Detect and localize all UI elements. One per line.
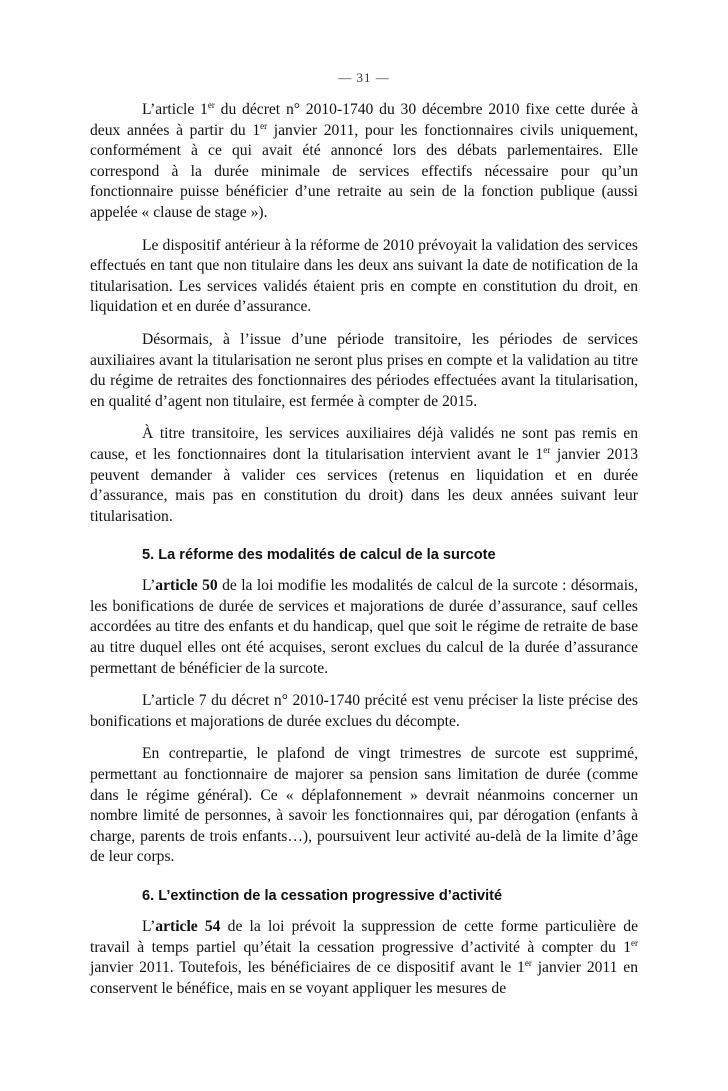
ordinal-superscript: er [207, 100, 215, 110]
section-5-body [90, 576, 638, 868]
body-paragraph [90, 424, 638, 527]
text-run: de la loi prévoit la suppression de cette forme particulière de travail à temps partiel qu’était la cessation progressive d’activité à compter du 1 [90, 918, 638, 956]
text-run: À titre transitoire, les services auxiliaires déjà validés ne sont pas remis en cause, et les fonctionnaires dont la titularisation intervient avant le 1 [90, 425, 638, 463]
article-reference: article 54 [155, 918, 221, 935]
body-paragraph [90, 576, 638, 679]
text-run: janvier 2011. Toutefois, les bénéficiaires de ce dispositif avant le 1 [90, 959, 525, 977]
text-run: En contrepartie, le plafond de vingt trimestres de surcote est supprimé, permettant au fonctionnaire de majorer sa pension sans limitation de durée (comme dans le régime général). Ce « déplafonnement » devrait néanmoins concerner un nombre limité de personnes, à savoir les fonctionnaires qui, par dérogation (enfants à charge, parents de trois enfants…), poursuivent leur activité au-delà de la limite d’âge de leur corps. [90, 745, 638, 866]
body-paragraph [90, 917, 638, 999]
page-number: — 31 — [338, 70, 390, 85]
text-run: du décret n° 2010-1740 du 30 décembre 2010 fixe cette durée à deux années à partir du 1 [90, 101, 638, 139]
ordinal-superscript: er [260, 120, 268, 131]
text-run: L’article 7 du décret n° 2010-1740 précité est venu préciser la liste précise des bonifications et majorations de durée exclues du décompte. [90, 692, 638, 730]
text-run: de la loi modifie les modalités de calcul de la surcote : désormais, les bonifications de durée de services et majorations de durée d’assurance, sauf celles accordées au titre des enfants et du handicap, quel que soit le régime de retraite de base au titre duquel elles ont été acquises, seront exclues du calcul de la durée d’assurance permettant de bénéficier de la surcote. [90, 577, 638, 677]
ordinal-superscript: er [543, 444, 551, 455]
body-paragraph [90, 330, 638, 412]
text-run: L’ [142, 918, 156, 935]
article-reference: article 50 [155, 577, 218, 595]
body-paragraph [90, 236, 638, 318]
text-run: Le dispositif antérieur à la réforme de 2010 prévoyait la validation des services effectués en tant que non titulaire dans les deux ans suivant la date de notification de la titularisation. Les services validés étaient pris en compte en constitution du droit, en liquidation et en durée d’assurance. [90, 236, 638, 316]
body-paragraph [90, 744, 638, 868]
text-run: L’ [142, 577, 156, 595]
ordinal-superscript: er [524, 958, 532, 969]
text-run: janvier 2013 peuvent demander à valider ces services (retenus en liquidation et en durée d’assurance, mais pas en constitution du droit) dans les deux années suivant leur titularisation. [90, 445, 638, 525]
section-heading-6: 6. L’extinction de la cessation progressive d’activité [142, 888, 503, 904]
body-paragraph [90, 100, 638, 224]
section-intro [90, 100, 638, 527]
text-run: Désormais, à l’issue d’une période transitoire, les périodes de services auxiliaires avant la titularisation ne seront plus prises en compte et la validation au titre du régime de retraites des fonctionnaires des périodes effectuées avant la titularisation, en qualité d’agent non titulaire, est fermée à compter de 2015. [90, 330, 638, 410]
text-run: janvier 2011 en conservent le bénéfice, mais en se voyant appliquer les mesures de [90, 959, 638, 997]
text-run: janvier 2011, pour les fonctionnaires civils uniquement, conformément à ce qui avait été annoncé lors des débats parlementaires. Elle correspond à la durée minimale de services effectifs nécessaire pour qu’un fonctionnaire puisse bénéficier d’une retraite au sein de la fonction publique (aussi appelée « clause de stage »). [90, 121, 638, 221]
ordinal-superscript: er [631, 937, 638, 948]
section-6-body [90, 917, 638, 999]
text-run: L’article 1 [142, 101, 208, 118]
section-heading-5: 5. La réforme des modalités de calcul de la surcote [142, 547, 496, 564]
body-paragraph [90, 691, 638, 732]
document-page [90, 70, 638, 1011]
